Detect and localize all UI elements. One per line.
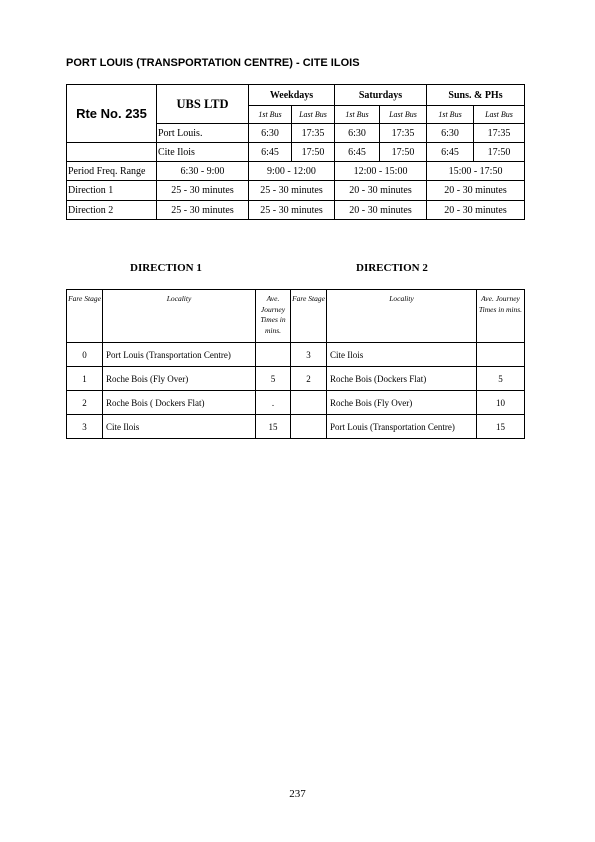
direction-2-heading: DIRECTION 2 [356,262,428,274]
d1-fare-stage: 2 [67,391,103,415]
time-cell: 17:50 [474,143,525,162]
route-number: Rte No. 235 [67,85,157,143]
fare-stage-header: Fare Stage [67,290,103,343]
last-bus-header: Last Bus [474,106,525,124]
d2-locality: Port Louis (Transportation Centre) [327,415,477,439]
freq-row-label: Direction 2 [67,201,157,220]
freq-cell: 12:00 - 15:00 [335,162,427,181]
freq-cell: 25 - 30 minutes [249,201,335,220]
freq-cell: 20 - 30 minutes [335,201,427,220]
d2-locality: Roche Bois (Fly Over) [327,391,477,415]
d2-journey-time: 5 [477,367,525,391]
table-row [67,367,525,391]
d1-journey-time [256,343,291,367]
d2-fare-stage: 3 [291,343,327,367]
d2-journey-time [477,343,525,367]
d2-journey-time: 15 [477,415,525,439]
time-cell: 6:30 [249,124,292,143]
page-number: 237 [289,788,306,800]
table-row [67,415,525,439]
d2-locality: Cite Ilois [327,343,477,367]
stop-name: Cite Ilois [157,143,249,162]
last-bus-header: Last Bus [380,106,427,124]
freq-cell: 20 - 30 minutes [335,181,427,201]
time-cell: 6:45 [249,143,292,162]
first-bus-header: 1st Bus [427,106,474,124]
time-cell: 6:30 [427,124,474,143]
stop-row [67,143,525,162]
journey-times-header: Ave. Journey Times in mins. [256,290,291,343]
d2-fare-stage [291,415,327,439]
d1-fare-stage: 1 [67,367,103,391]
d1-fare-stage: 3 [67,415,103,439]
freq-cell: 25 - 30 minutes [249,181,335,201]
d1-fare-stage: 0 [67,343,103,367]
d2-locality: Roche Bois (Dockers Flat) [327,367,477,391]
d1-locality: Port Louis (Transportation Centre) [103,343,256,367]
d1-journey-time: . [256,391,291,415]
time-cell: 6:45 [427,143,474,162]
freq-cell: 9:00 - 12:00 [249,162,335,181]
d1-locality: Roche Bois (Fly Over) [103,367,256,391]
freq-row-label: Direction 1 [67,181,157,201]
operator-name: UBS LTD [157,85,249,124]
freq-cell: 25 - 30 minutes [157,181,249,201]
time-cell: 6:30 [335,124,380,143]
table-row [67,391,525,415]
locality-header: Locality [327,290,477,343]
first-bus-header: 1st Bus [249,106,292,124]
d1-journey-time: 5 [256,367,291,391]
d1-locality: Cite Ilois [103,415,256,439]
journey-times-header: Ave. Journey Times in mins. [477,290,525,343]
last-bus-header: Last Bus [292,106,335,124]
locality-header: Locality [103,290,256,343]
freq-row [67,181,525,201]
stop-name: Port Louis. [157,124,249,143]
d2-journey-time: 10 [477,391,525,415]
time-cell: 17:50 [380,143,427,162]
table-row [67,343,525,367]
freq-cell: 20 - 30 minutes [427,201,525,220]
freq-cell: 6:30 - 9:00 [157,162,249,181]
day-group-sundays-phs: Suns. & PHs [427,85,525,106]
d1-journey-time: 15 [256,415,291,439]
d2-fare-stage: 2 [291,367,327,391]
route-schedule-table [66,84,525,220]
day-group-weekdays: Weekdays [249,85,335,106]
fare-stage-header: Fare Stage [291,290,327,343]
time-cell: 6:45 [335,143,380,162]
fare-stages-table [66,289,525,439]
time-cell: 17:35 [474,124,525,143]
time-cell: 17:50 [292,143,335,162]
time-cell: 17:35 [292,124,335,143]
freq-cell: 20 - 30 minutes [427,181,525,201]
d1-locality: Roche Bois ( Dockers Flat) [103,391,256,415]
freq-cell: 15:00 - 17:50 [427,162,525,181]
page-title: PORT LOUIS (TRANSPORTATION CENTRE) - CITE ILOIS [66,57,360,69]
day-group-saturdays: Saturdays [335,85,427,106]
time-cell: 17:35 [380,124,427,143]
freq-row [67,201,525,220]
d2-fare-stage [291,391,327,415]
direction-1-heading: DIRECTION 1 [130,262,202,274]
freq-row-label: Period Freq. Range [67,162,157,181]
first-bus-header: 1st Bus [335,106,380,124]
freq-row [67,162,525,181]
freq-cell: 25 - 30 minutes [157,201,249,220]
